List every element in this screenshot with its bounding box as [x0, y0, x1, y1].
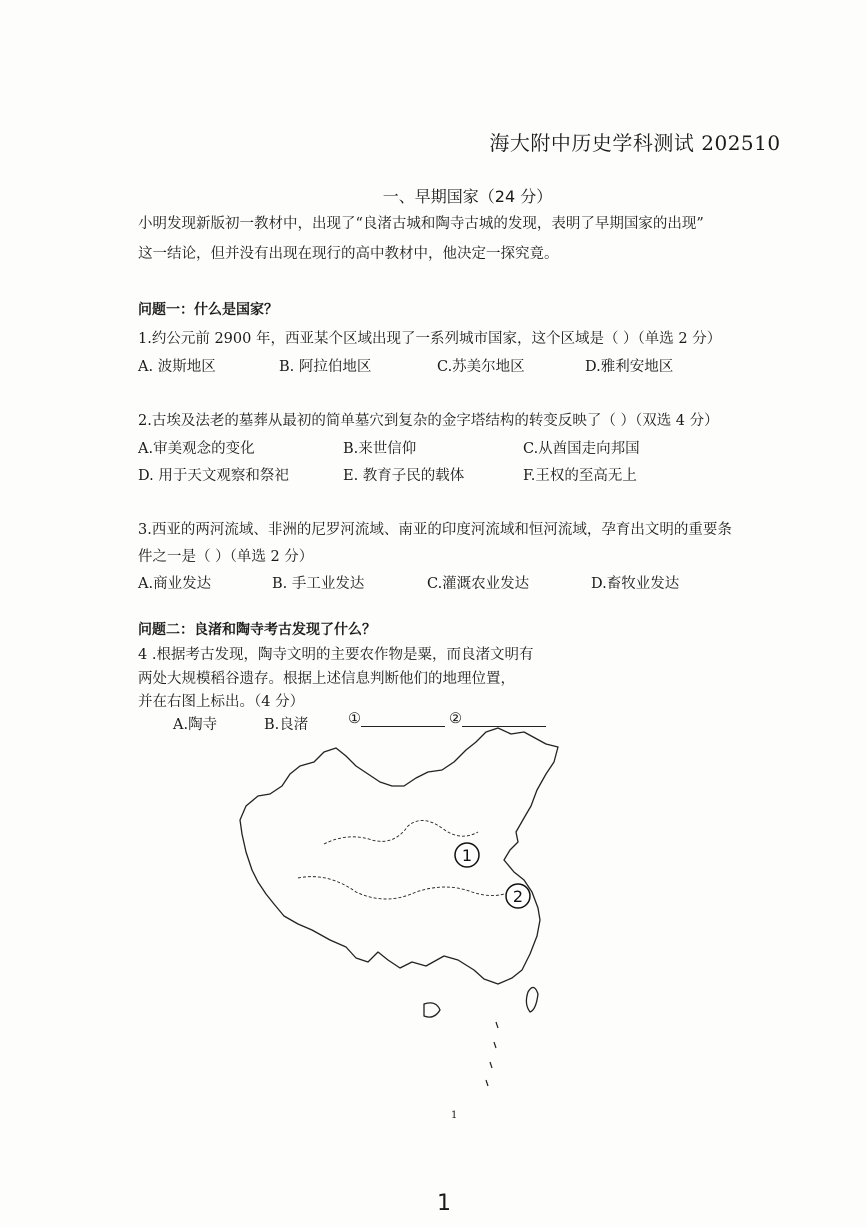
q4-option-a: A.陶寺 — [173, 717, 218, 733]
q1-option-d: D.雅利安地区 — [585, 359, 674, 375]
q4-option-b: B.良渚 — [264, 717, 309, 733]
question-group-1-heading: 问题一：什么是国家？ — [138, 302, 278, 318]
q1-option-a: A. 波斯地区 — [138, 359, 216, 375]
china-outline-map — [228, 722, 568, 1092]
q4-line-3: 并在右图上标出。（4 分） — [138, 694, 305, 710]
q1-option-b: B. 阿拉伯地区 — [279, 359, 372, 375]
q4-blank-1-label: ① — [348, 711, 361, 727]
q2-option-b: B.来世信仰 — [343, 441, 417, 457]
q3-stem-line-2: 件之一是（ ）（单选 2 分） — [138, 549, 314, 565]
q1-option-c: C.苏美尔地区 — [437, 359, 525, 375]
q3-option-d: D.畜牧业发达 — [591, 576, 680, 592]
china-border — [240, 728, 558, 984]
page-number: 1 — [437, 1191, 451, 1216]
q4-line-1: 4 .根据考古发现，陶寺文明的主要农作物是粟，而良渚文明有 — [138, 647, 534, 663]
q2-stem: 2.古埃及法老的墓葬从最初的简单墓穴到复杂的金字塔结构的转变反映了（ ）（双选 4 分） — [138, 413, 719, 429]
hainan-island — [424, 1003, 440, 1017]
exam-title: 海大附中历史学科测试 202510 — [489, 131, 781, 155]
q1-stem: 1.约公元前 2900 年，西亚某个区域出现了一系列城市国家，这个区域是（ ）（单选 2 分） — [138, 331, 722, 347]
question-group-2-heading: 问题二：良渚和陶寺考古发现了什么？ — [138, 622, 376, 638]
south-sea-dots — [486, 1022, 498, 1086]
map-marker-1-label: 1 — [461, 846, 473, 865]
q4-blank-2-label: ② — [449, 711, 462, 727]
q2-option-d: D. 用于天文观察和祭祀 — [138, 468, 289, 484]
q2-option-c: C.从酋国走向邦国 — [523, 441, 640, 457]
q2-option-a: A.审美观念的变化 — [138, 441, 255, 457]
q3-stem-line-1: 3.西亚的两河流域、非洲的尼罗河流域、南亚的印度河流域和恒河流域，孕育出文明的重要条 — [138, 522, 732, 538]
q3-option-a: A.商业发达 — [138, 576, 212, 592]
intro-line-1: 小明发现新版初一教材中，出现了“良渚古城和陶寺古城的发现，表明了早期国家的出现” — [138, 216, 704, 232]
yellow-river — [324, 820, 478, 844]
map-marker-1 — [455, 843, 479, 867]
taiwan-island — [526, 987, 538, 1012]
inner-page-number: 1 — [451, 1110, 458, 1121]
q2-option-e: E. 教育子民的载体 — [343, 468, 465, 484]
section-heading: 一、早期国家（24 分） — [382, 187, 553, 206]
q4-line-2: 两处大规模稻谷遗存。根据上述信息判断他们的地理位置， — [138, 671, 515, 687]
q3-option-c: C.灌溉农业发达 — [427, 576, 530, 592]
map-marker-2-label: 2 — [512, 887, 524, 906]
map-marker-2 — [506, 884, 530, 908]
yangtze-river — [298, 877, 514, 899]
q2-option-f: F.王权的至高无上 — [523, 468, 637, 484]
q3-option-b: B. 手工业发达 — [272, 576, 365, 592]
intro-line-2: 这一结论，但并没有出现在现行的高中教材中，他决定一探究竟。 — [138, 246, 559, 262]
